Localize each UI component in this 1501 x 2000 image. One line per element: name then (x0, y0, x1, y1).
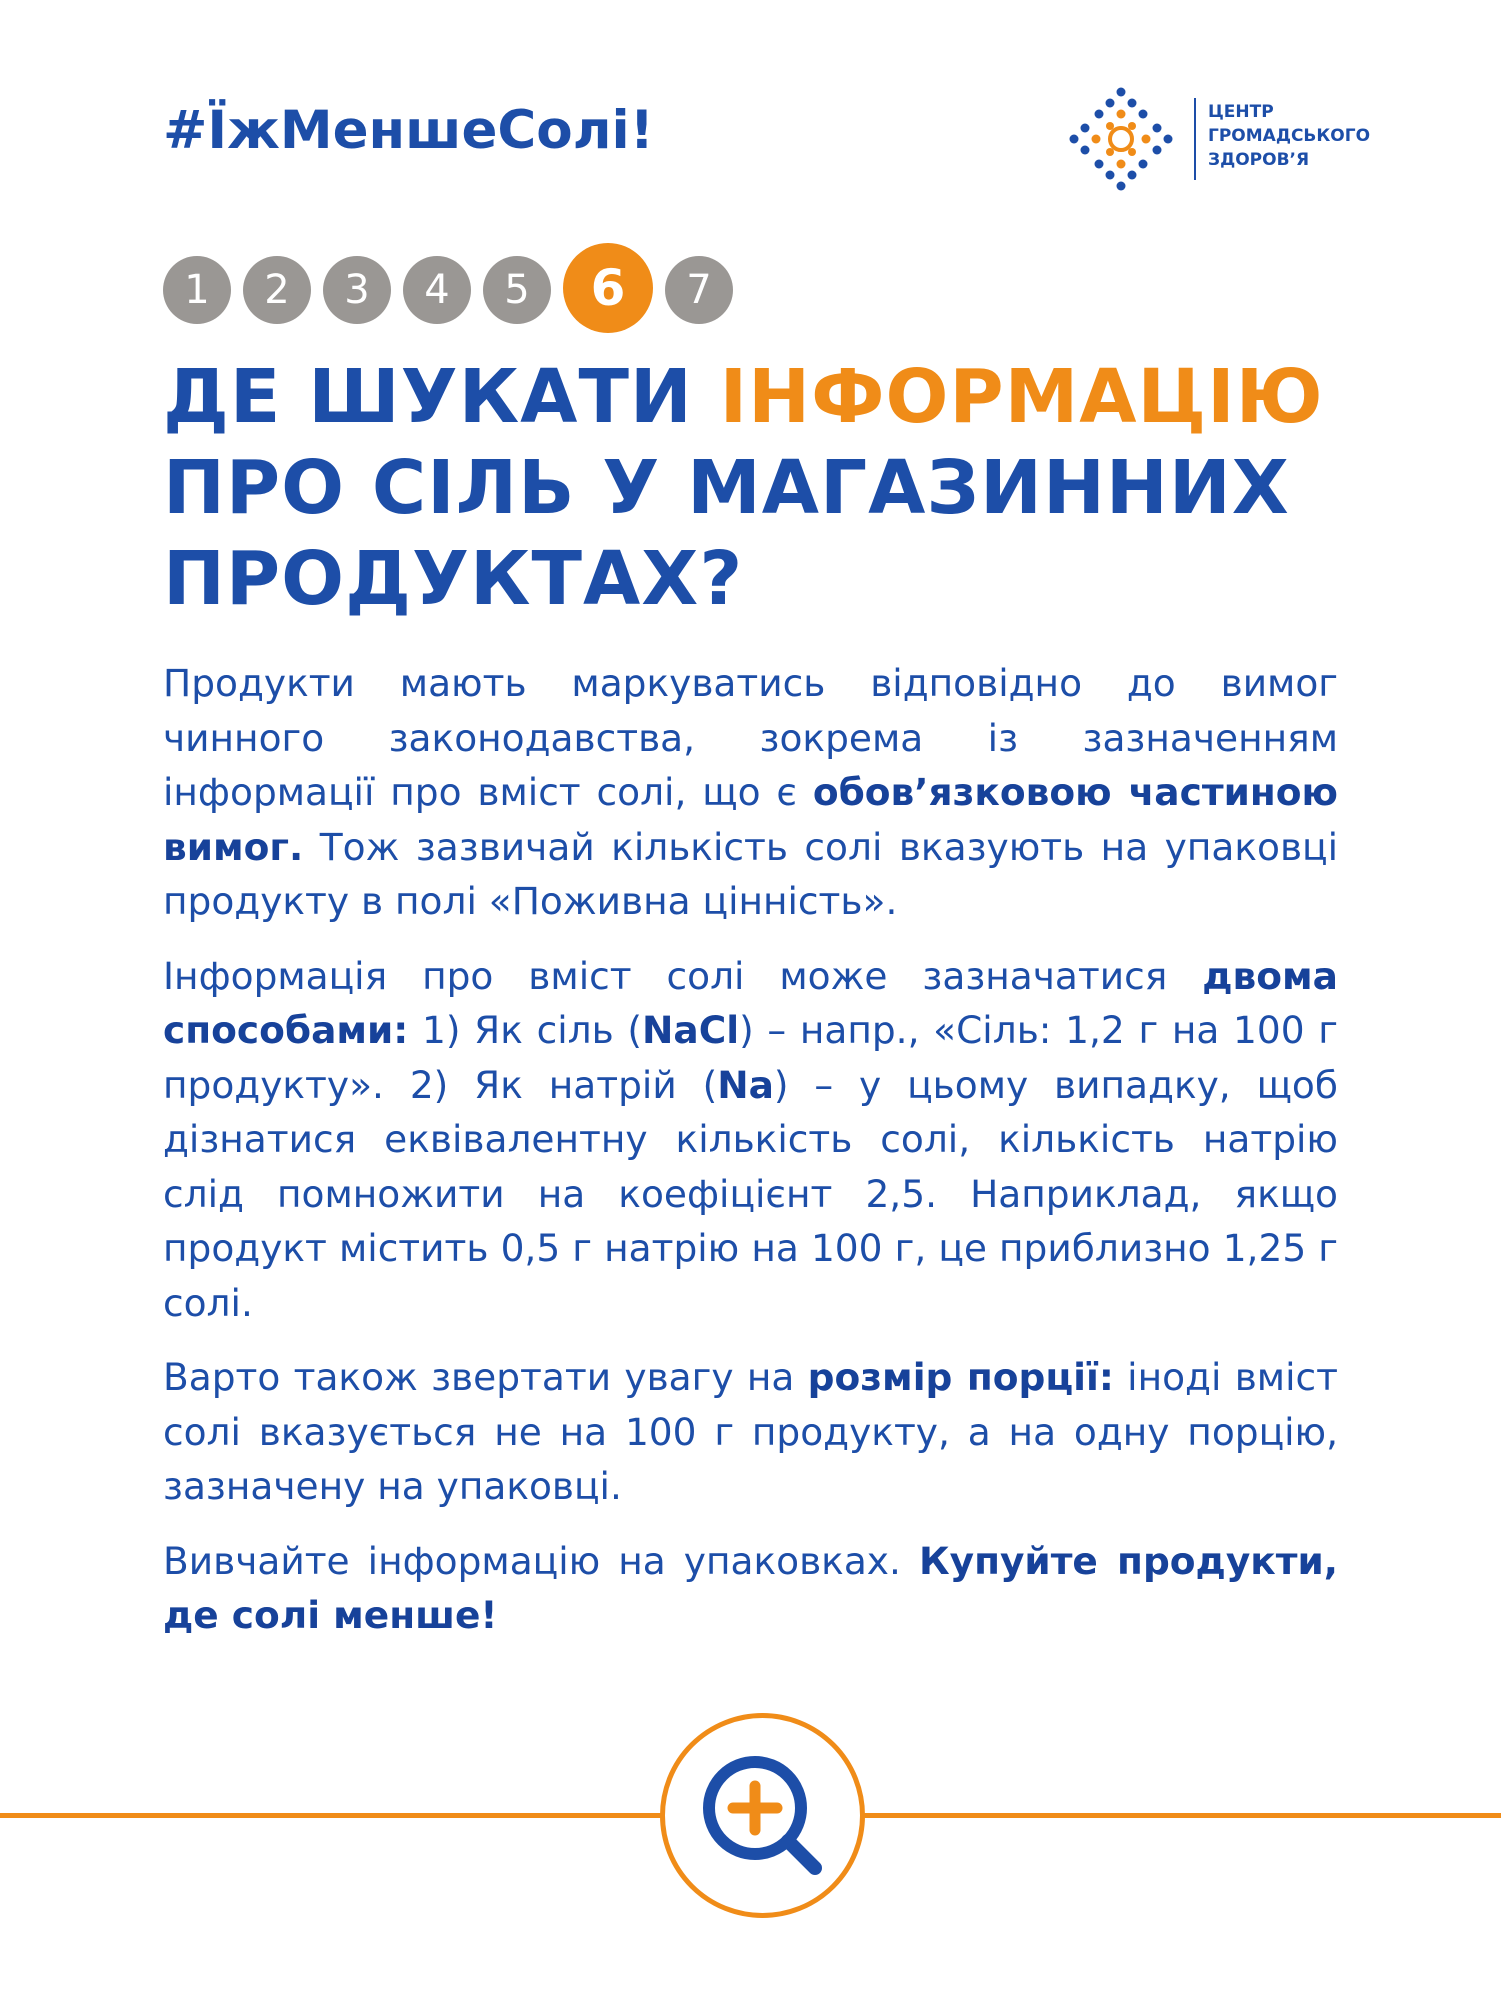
p3-text-a: Варто також звертати увагу на (163, 1355, 808, 1399)
paragraph-2 (163, 949, 1338, 1331)
title-part-2: ПРО СІЛЬ У МАГАЗИННИХ ПРОДУКТАХ? (163, 445, 1290, 622)
logo-line-1: ЦЕНТР (1208, 102, 1274, 122)
page-title (163, 352, 1403, 625)
p2-text-g: ) – у цьому випадку, щоб дізнатися еквівалентну кількість солі, кількість натрію слід помножити на коефіцієнт 2,5. Наприклад, якщо продукт містить 0,5 г натрію на 100 г, це приблизно 1,25 г солі. (163, 1062, 1338, 1325)
paragraph-3 (163, 1350, 1338, 1514)
p2-bold-na: Na (717, 1062, 774, 1107)
hashtag-title: #ЇжМеншеСолі! (163, 100, 654, 161)
p1-bold: обов’язковою частиною вимог. (163, 770, 1338, 869)
magnifier-plus-icon (665, 1718, 860, 1913)
step-2: 2 (243, 256, 311, 324)
step-4: 4 (403, 256, 471, 324)
p1-text-a: Продукти мають маркуватись відповідно до вимог чинного законодавства, зокрема із зазначенням інформації про вміст солі, що є (163, 661, 1338, 814)
title-part-1: ДЕ ШУКАТИ (163, 354, 720, 440)
p3-text-c: іноді вміст солі вказується не на 100 г продукту, а на одну порцію, зазначену на упаковці. (163, 1355, 1338, 1508)
p3-bold: розмір порції: (807, 1355, 1114, 1399)
p4-bold: Купуйте продукти, де солі менше! (163, 1538, 1338, 1637)
bottom-badge (660, 1713, 865, 1918)
step-7: 7 (665, 256, 733, 324)
p2-bold-nacl: NaCl (642, 1008, 740, 1052)
p2-bold-methods: двома способами: (163, 953, 1338, 1052)
p2-text-a: Інформація про вміст солі може зазначатися (163, 953, 1203, 998)
logo (1066, 84, 1406, 194)
p4-text-a: Вивчайте інформацію на упаковках. (163, 1538, 919, 1583)
logo-divider (1194, 98, 1196, 180)
step-5: 5 (483, 256, 551, 324)
paragraph-4 (163, 1534, 1338, 1643)
step-3: 3 (323, 256, 391, 324)
public-health-center-logo-icon (1066, 84, 1176, 194)
step-1: 1 (163, 256, 231, 324)
step-6-active: 6 (563, 243, 653, 333)
p2-text-e: ) – напр., «Сіль: 1,2 г на 100 г продукту». 2) Як натрій ( (163, 1008, 1338, 1107)
title-accent: ІНФОРМАЦІЮ (719, 354, 1324, 440)
logo-line-3: ЗДОРОВ’Я (1208, 150, 1310, 170)
body-text (163, 656, 1338, 1663)
logo-line-2: ГРОМАДСЬКОГО (1208, 126, 1371, 146)
paragraph-1 (163, 656, 1338, 929)
p1-text-c: Тож зазвичай кількість солі вказують на упаковці продукту в полі «Поживна цінність». (163, 824, 1338, 923)
p2-text-c: 1) Як сіль ( (408, 1008, 642, 1052)
logo-text (1208, 100, 1370, 172)
